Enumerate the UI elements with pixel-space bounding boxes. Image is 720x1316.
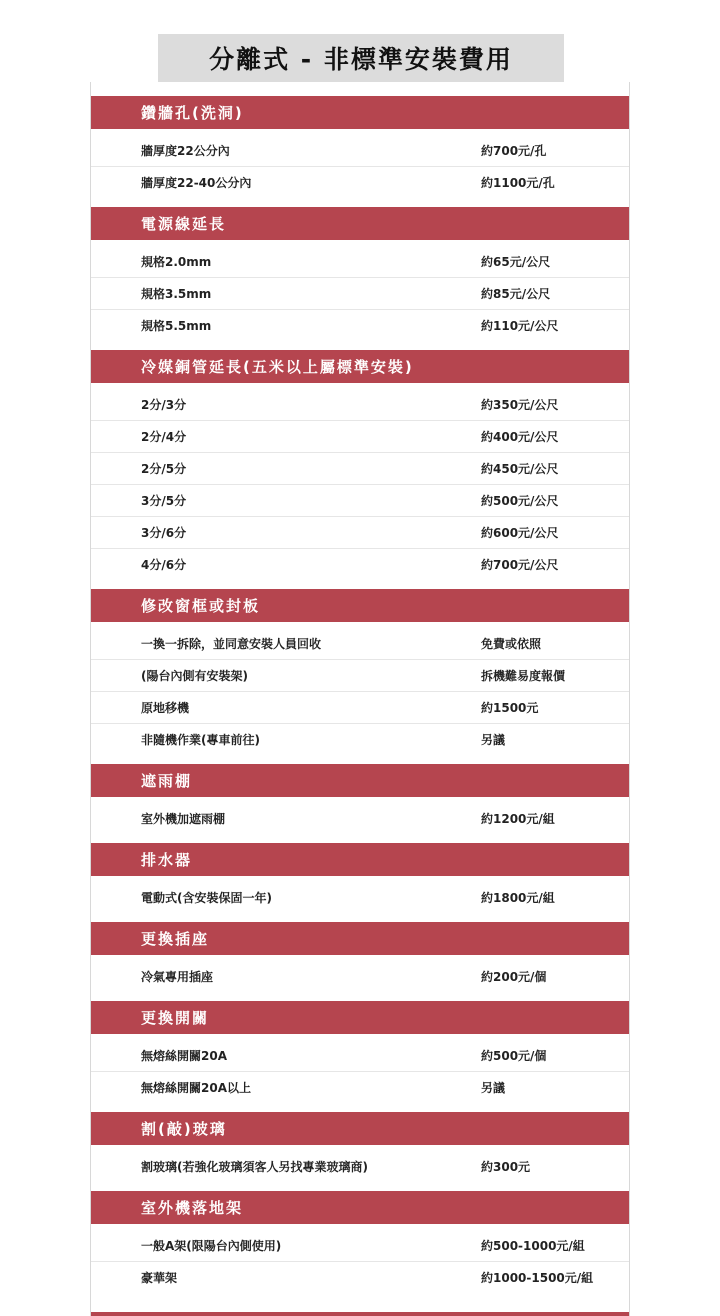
item-price: 約1000-1500元/組	[481, 1271, 594, 1285]
price-row	[91, 310, 629, 341]
item-price: 約65元/公尺	[481, 255, 551, 269]
item-price: 約1200元/組	[481, 812, 555, 826]
item-label: 室外機加遮雨棚	[141, 812, 226, 826]
price-section	[91, 589, 629, 755]
price-section	[91, 96, 629, 198]
price-row	[91, 278, 629, 310]
item-price: 拆機難易度報價	[481, 669, 566, 683]
item-label: 冷氣專用插座	[141, 970, 214, 984]
item-label: 電動式(含安裝保固一年)	[141, 891, 272, 905]
item-price: 另議	[481, 1081, 506, 1095]
price-section	[91, 843, 629, 913]
item-label: 無熔絲開關20A以上	[141, 1081, 251, 1095]
price-row	[91, 692, 629, 724]
price-section	[91, 207, 629, 341]
item-price: 約110元/公尺	[481, 319, 559, 333]
price-row	[91, 1151, 629, 1182]
item-label: 3分/5分	[141, 494, 187, 508]
section-header: 更換開關	[91, 1001, 629, 1034]
item-price: 約600元/公尺	[481, 526, 559, 540]
price-row	[91, 389, 629, 421]
section-header: 割(敲)玻璃	[91, 1112, 629, 1145]
item-label: 牆厚度22-40公分內	[141, 176, 252, 190]
price-section	[91, 764, 629, 834]
item-label: 割玻璃(若強化玻璃須客人另找專業玻璃商)	[141, 1160, 368, 1174]
section-header: 遮雨棚	[91, 764, 629, 797]
section-header: 電源線延長	[91, 207, 629, 240]
price-section	[91, 350, 629, 580]
section-header: 排水器	[91, 843, 629, 876]
item-label: 2分/3分	[141, 398, 187, 412]
price-row	[91, 453, 629, 485]
price-row	[91, 246, 629, 278]
item-label: 豪華架	[141, 1271, 178, 1285]
page-title-box	[158, 34, 564, 82]
price-row	[91, 1262, 629, 1293]
item-label: 一般A架(限陽台內側使用)	[141, 1239, 282, 1253]
price-row	[91, 660, 629, 692]
price-section	[91, 922, 629, 992]
price-row	[91, 167, 629, 198]
item-price: 約500-1000元/組	[481, 1239, 585, 1253]
item-price: 約350元/公尺	[481, 398, 559, 412]
item-price: 約1500元	[481, 701, 539, 715]
price-row	[91, 549, 629, 580]
section-header: 更換插座	[91, 922, 629, 955]
price-row	[91, 421, 629, 453]
item-price: 約1100元/孔	[481, 176, 555, 190]
price-row	[91, 882, 629, 913]
item-label: 規格5.5mm	[141, 319, 212, 333]
item-label: 非隨機作業(專車前往)	[141, 733, 260, 747]
price-section	[91, 1001, 629, 1103]
price-row	[91, 803, 629, 834]
item-label: (陽台內側有安裝架)	[141, 669, 248, 683]
item-price: 約700元/孔	[481, 144, 547, 158]
item-price: 約1800元/組	[481, 891, 555, 905]
item-price: 免費或依照	[481, 637, 542, 651]
bottom-strip	[91, 1312, 629, 1316]
item-label: 規格2.0mm	[141, 255, 212, 269]
section-header: 鑽牆孔(洗洞)	[91, 96, 629, 129]
section-header: 冷媒銅管延長(五米以上屬標準安裝)	[91, 350, 629, 383]
price-row	[91, 517, 629, 549]
price-row	[91, 1040, 629, 1072]
item-price: 另議	[481, 733, 506, 747]
section-header: 修改窗框或封板	[91, 589, 629, 622]
item-price: 約450元/公尺	[481, 462, 559, 476]
price-row	[91, 724, 629, 755]
price-row	[91, 961, 629, 992]
item-label: 規格3.5mm	[141, 287, 212, 301]
item-price: 約200元/個	[481, 970, 547, 984]
item-price: 約700元/公尺	[481, 558, 559, 572]
item-price: 約500元/個	[481, 1049, 547, 1063]
item-price: 約400元/公尺	[481, 430, 559, 444]
item-price: 約300元	[481, 1160, 531, 1174]
page-title: 分離式 - 非標準安裝費用	[209, 45, 513, 74]
item-label: 4分/6分	[141, 558, 187, 572]
item-price: 約500元/公尺	[481, 494, 559, 508]
item-label: 2分/4分	[141, 430, 187, 444]
item-label: 無熔絲開關20A	[141, 1049, 227, 1063]
item-label: 3分/6分	[141, 526, 187, 540]
item-label: 原地移機	[141, 701, 190, 715]
price-row	[91, 628, 629, 660]
item-label: 2分/5分	[141, 462, 187, 476]
item-price: 約85元/公尺	[481, 287, 551, 301]
price-row	[91, 1230, 629, 1262]
section-header: 室外機落地架	[91, 1191, 629, 1224]
price-section	[91, 1191, 629, 1293]
price-section	[91, 1112, 629, 1182]
price-row	[91, 1072, 629, 1103]
price-row	[91, 135, 629, 167]
price-table	[90, 82, 630, 1316]
price-row	[91, 485, 629, 517]
item-label: 牆厚度22公分內	[141, 144, 230, 158]
item-label: 一換一拆除，並同意安裝人員回收	[141, 637, 322, 651]
